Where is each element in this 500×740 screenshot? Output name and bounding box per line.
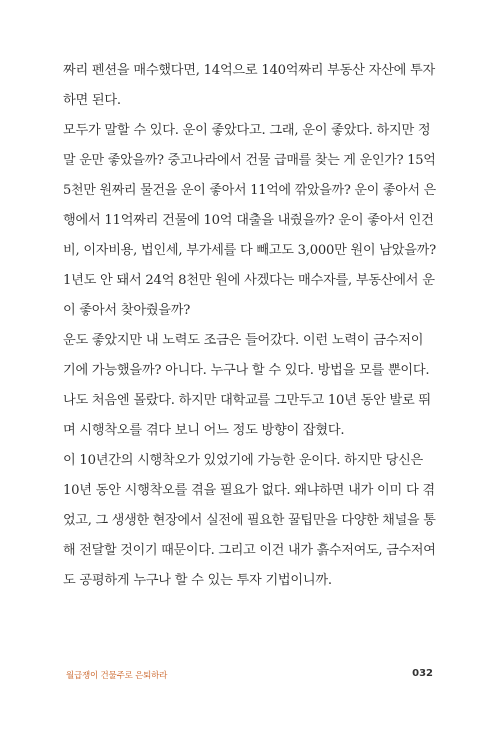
text-line: 모두가 말할 수 있다. 운이 좋았다고. 그래, 운이 좋았다. 하지만 정 (63, 123, 431, 138)
text-line: 이 좋아서 찾아줬을까? (63, 303, 191, 318)
paragraph (63, 326, 436, 446)
paragraph (63, 446, 436, 596)
text-line: 비, 이자비용, 법인세, 부가세를 다 빼고도 3,000만 원이 남았을까? (63, 243, 436, 258)
text-line: 이 10년간의 시행착오가 있었기에 가능한 운이다. 하지만 당신은 (63, 453, 424, 468)
text-line: 나도 처음엔 몰랐다. 하지만 대학교를 그만두고 10년 동안 발로 뛰 (63, 393, 431, 408)
text-line: 기에 가능했을까? 아니다. 누구나 할 수 있다. 방법을 모를 뿐이다. (63, 363, 430, 378)
text-line: 행에서 11억짜리 건물에 10억 대출을 내줬을까? 운이 좋아서 인건 (63, 213, 434, 228)
text-line: 1년도 안 돼서 24억 8천만 원에 사겠다는 매수자를, 부동산에서 운 (63, 273, 435, 288)
running-book-title: 월급쟁이 건물주로 은퇴하라 (66, 671, 168, 681)
paragraph (63, 56, 436, 116)
text-line: 하면 된다. (63, 93, 121, 108)
text-line: 말 운만 좋았을까? 중고나라에서 건물 급매를 찾는 게 운인가? 15억 (63, 153, 436, 168)
text-line: 며 시행착오를 겪다 보니 어느 정도 방향이 잡혔다. (63, 423, 345, 438)
text-line: 짜리 펜션을 매수했다면, 14억으로 140억짜리 부동산 자산에 투자 (63, 63, 435, 78)
text-line: 었고, 그 생생한 현장에서 실전에 필요한 꿀팁만을 다양한 채널을 통 (63, 513, 436, 528)
page-number: 032 (412, 668, 433, 679)
paragraph (63, 116, 436, 326)
text-line: 운도 좋았지만 내 노력도 조금은 들어갔다. 이런 노력이 금수저이 (63, 333, 424, 348)
text-line: 10년 동안 시행착오를 겪을 필요가 없다. 왜냐하면 내가 이미 다 겪 (63, 483, 435, 498)
body-text (63, 56, 436, 596)
page-footer (66, 669, 433, 683)
text-line: 해 전달할 것이기 때문이다. 그리고 이건 내가 흙수저여도, 금수저여 (63, 543, 436, 558)
text-line: 5천만 원짜리 물건을 운이 좋아서 11억에 깎았을까? 운이 좋아서 은 (63, 183, 436, 198)
text-line: 도 공평하게 누구나 할 수 있는 투자 기법이니까. (63, 573, 332, 588)
